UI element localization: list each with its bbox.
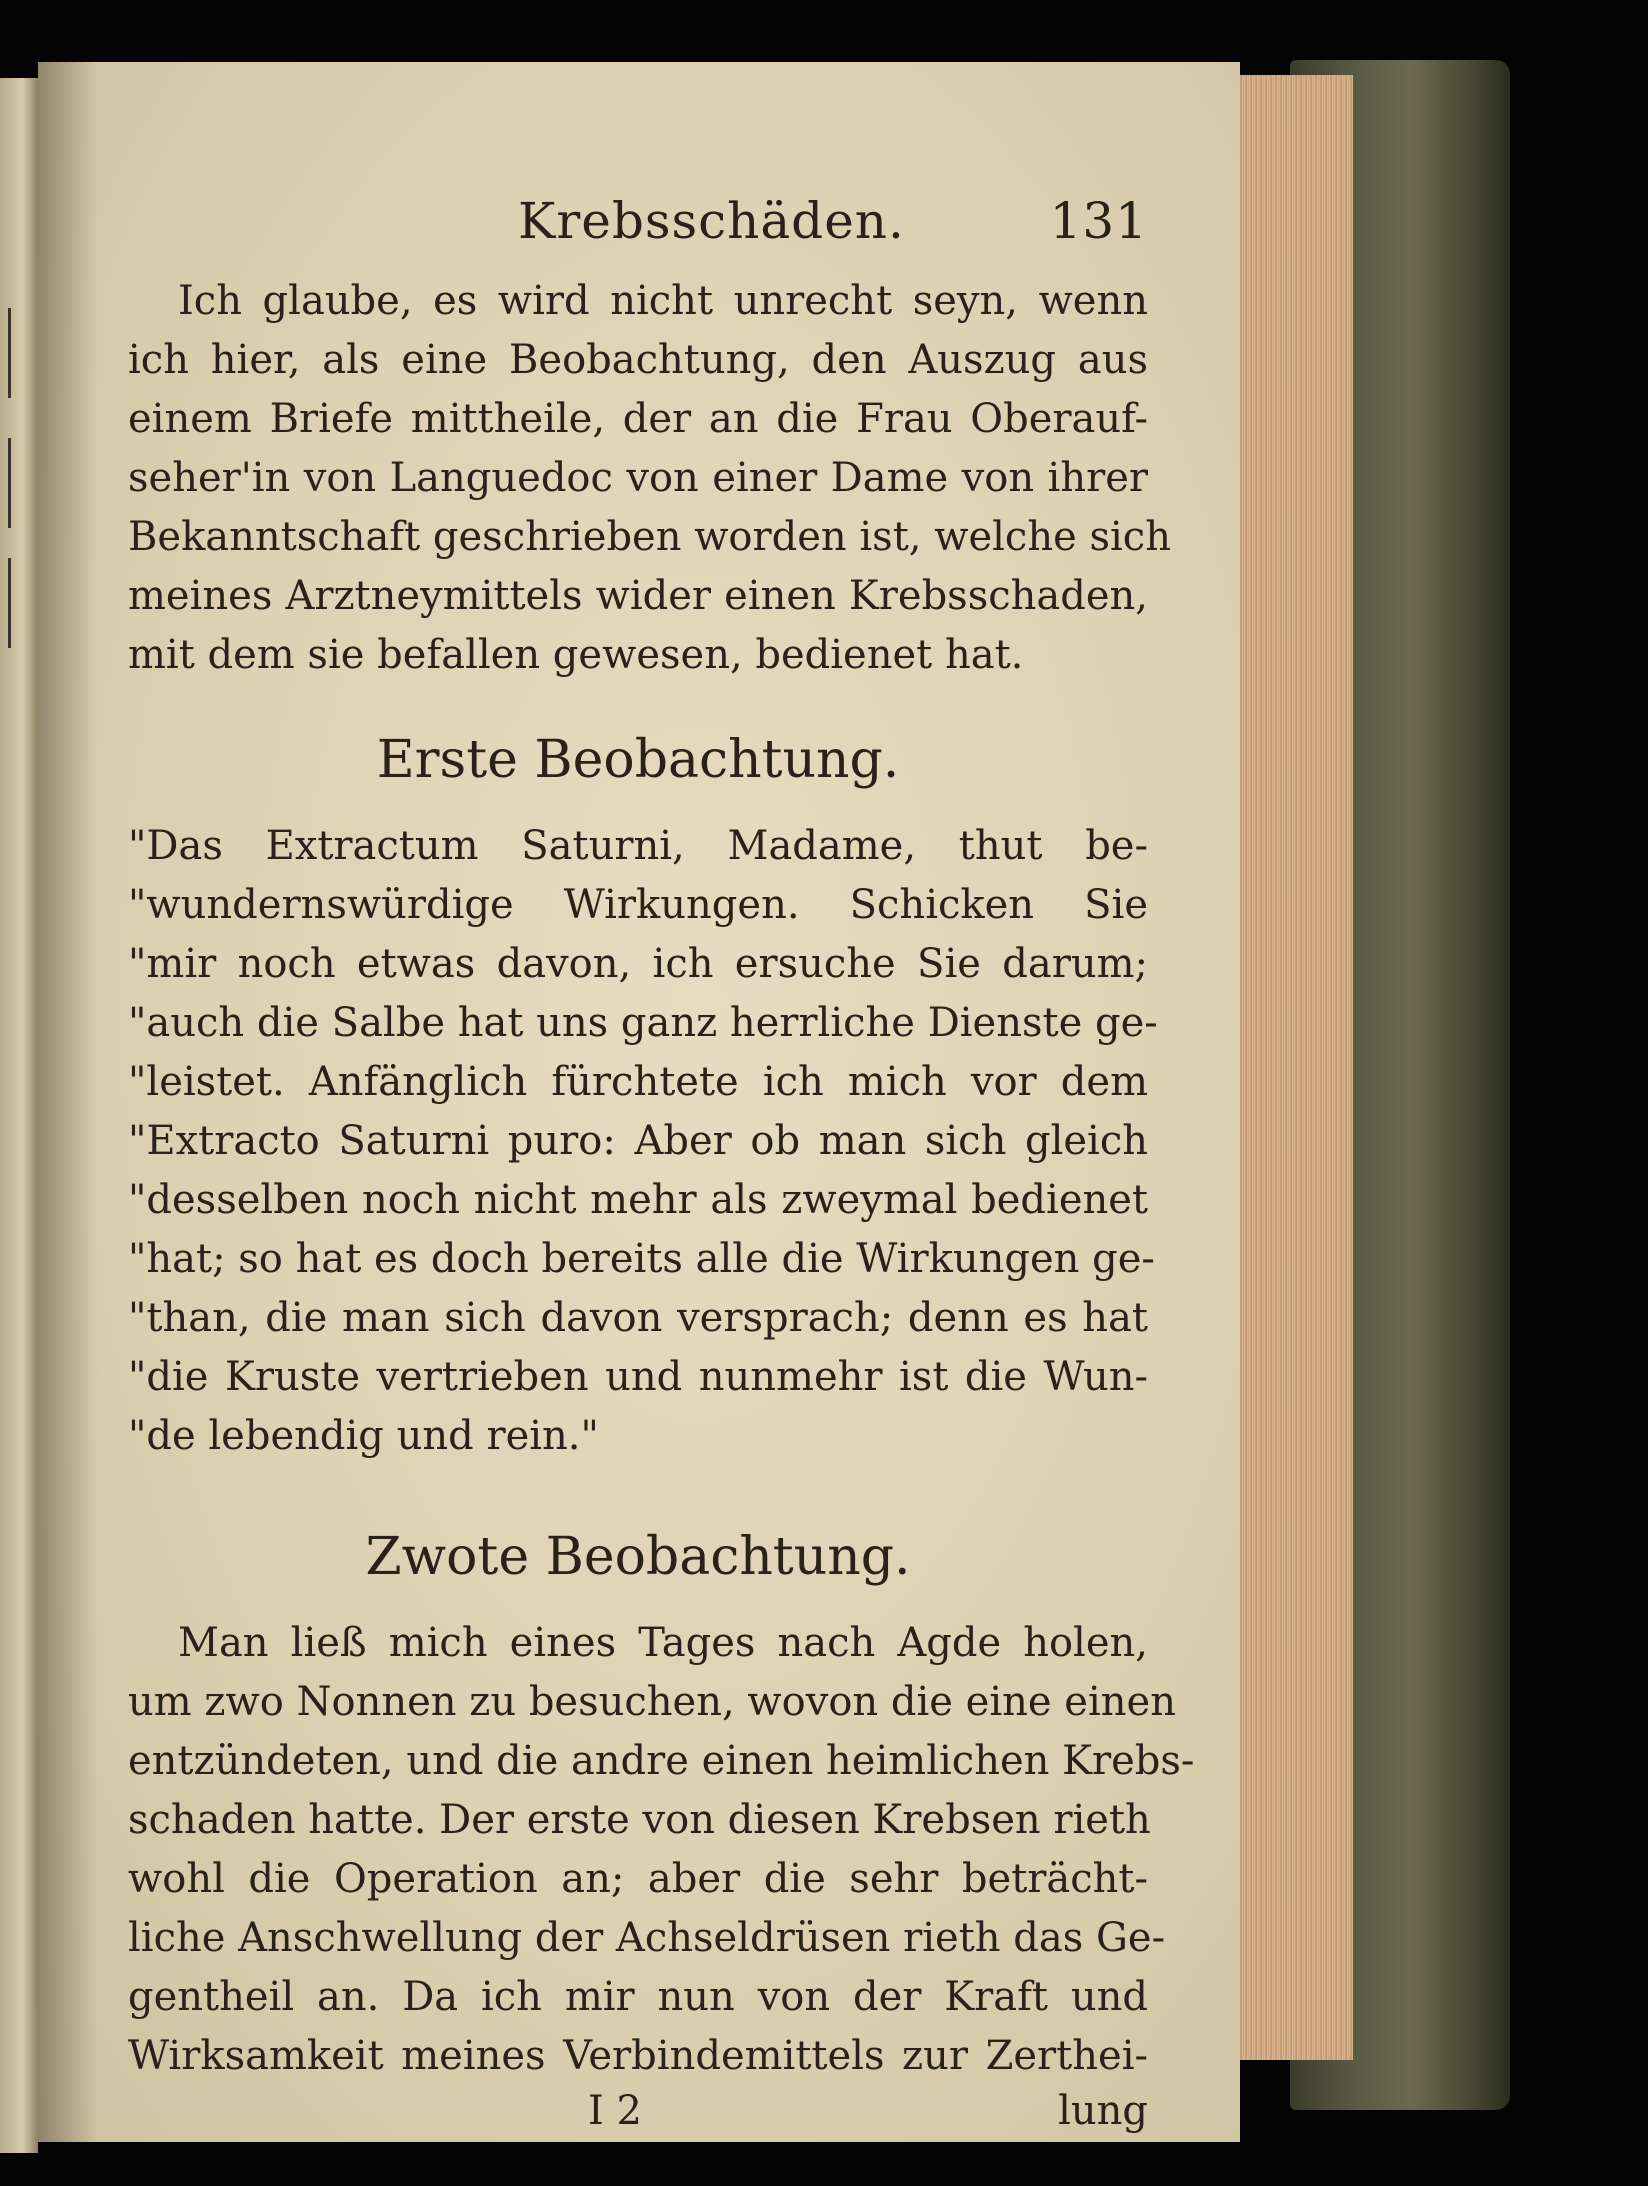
text-line: wohl die Operation an; aber die sehr beträcht- [128,1856,1148,1902]
text-line: Man ließ mich eines Tages nach Agde holen, [178,1620,1148,1666]
text-line: um zwo Nonnen zu besuchen, wovon die eine einen [128,1679,1176,1725]
text-line: "leistet. Anfänglich fürchtete ich mich vor dem [128,1059,1148,1105]
text-line: Bekanntschaft geschrieben worden ist, welche sich [128,514,1171,560]
book-page [38,62,1240,2142]
text-line: einem Briefe mittheile, der an die Frau Oberauf- [128,396,1148,442]
intro-paragraph [128,272,1171,685]
text-line: "hat; so hat es doch bereits alle die Wirkungen ge- [128,1236,1155,1282]
signature-mark: I 2 [588,2088,642,2134]
text-line: entzündeten, und die andre einen heimlichen Krebs- [128,1738,1195,1784]
catchword: lung [1058,2088,1148,2134]
text-line: seher'in von Languedoc von einer Dame von ihrer [128,455,1148,501]
text-line: "Extracto Saturni puro: Aber ob man sich gleich [128,1118,1148,1164]
text-line: "auch die Salbe hat uns ganz herrliche Dienste ge- [128,1000,1158,1046]
section-heading: Zwote Beobachtung. [365,1527,911,1587]
text-line: liche Anschwellung der Achseldrüsen rieth das Ge- [128,1915,1166,1961]
running-title: Krebsschäden. [518,192,905,250]
text-line: "than, die man sich davon versprach; denn es hat [128,1295,1148,1341]
text-line: ich hier, als eine Beobachtung, den Auszug aus [128,337,1148,383]
text-line: "die Kruste vertrieben und nunmehr ist die Wun- [128,1354,1148,1400]
page-gutter-shadow [38,62,98,2142]
text-line: Wirksamkeit meines Verbindemittels zur Zerthei- [128,2033,1148,2079]
text-line: Ich glaube, es wird nicht unrecht seyn, wenn [178,278,1148,324]
text-line: mit dem sie befallen gewesen, bedienet hat. [128,632,1024,678]
running-head [128,192,1148,272]
text-line: gentheil an. Da ich mir nun von der Kraft und [128,1974,1148,2020]
observation-paragraph [128,1614,1195,2086]
text-line: "mir noch etwas davon, ich ersuche Sie darum; [128,941,1148,987]
page-content [128,192,1195,2158]
text-line: "wundernswürdige Wirkungen. Schicken Sie [128,882,1148,928]
text-line: "Das Extractum Saturni, Madame, thut be- [128,823,1148,869]
text-line: "desselben noch nicht mehr als zweymal bedienet [128,1177,1148,1223]
text-line: "de lebendig und rein." [128,1413,599,1459]
page-footer [128,2088,1148,2158]
section-heading: Erste Beobachtung. [376,730,900,790]
text-line: meines Arztneymittels wider einen Krebsschaden, [128,573,1148,619]
page-edges [1235,75,1353,2060]
quoted-letter [128,817,1158,1466]
page-number: 131 [1049,192,1148,250]
facing-page-edge [0,78,38,2153]
text-line: schaden hatte. Der erste von diesen Krebsen rieth [128,1797,1151,1843]
